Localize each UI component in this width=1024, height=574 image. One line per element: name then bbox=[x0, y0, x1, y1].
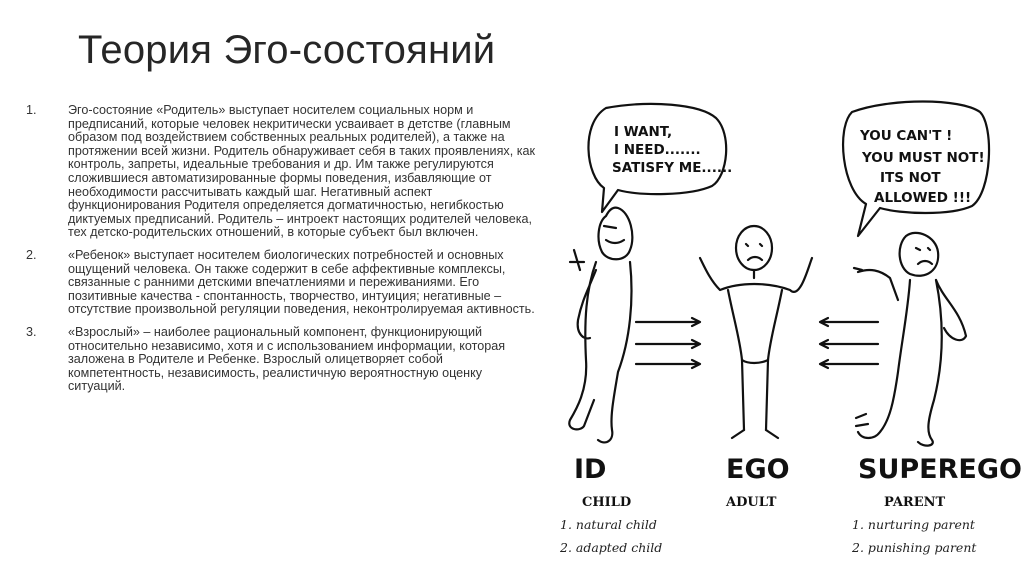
ego-states-illustration bbox=[540, 92, 1024, 574]
child-bubble-line-1: I WANT, bbox=[614, 124, 673, 140]
adult-figure bbox=[700, 226, 812, 438]
parent-bubble-line-3: ITS NOT bbox=[880, 170, 941, 186]
list-item bbox=[26, 326, 540, 394]
child-type-1: 1. natural child bbox=[560, 517, 657, 532]
child-bubble-line-2: I NEED....... bbox=[614, 142, 701, 158]
parent-speech-bubble bbox=[843, 102, 989, 237]
list-item bbox=[26, 104, 540, 240]
label-child: CHILD bbox=[582, 495, 632, 510]
child-type-2: 2. adapted child bbox=[560, 540, 663, 555]
label-adult: ADULT bbox=[726, 495, 777, 510]
label-id: ID bbox=[574, 454, 607, 485]
parent-type-1: 1. nurturing parent bbox=[852, 517, 975, 532]
child-figure bbox=[569, 208, 632, 443]
parent-bubble-line-4: ALLOWED !!! bbox=[874, 190, 972, 206]
list-number: 3. bbox=[26, 324, 37, 339]
parent-bubble-line-2: YOU MUST NOT! bbox=[862, 150, 985, 166]
interaction-arrows bbox=[636, 318, 878, 368]
list-text: «Ребенок» выступает носителем биологических потребностей и основных ощущений человека. Он также содержит в себе аффективные комплексы, связанные с ранними детскими впечатлениями и переживаниями. Его позитивные качества - спонтанность, творчество, интуиция; негативные – отсутствие произвольной регуляции поведения, неконтролируемая активность. bbox=[68, 247, 535, 317]
parent-type-2: 2. punishing parent bbox=[852, 540, 977, 555]
list-number: 1. bbox=[26, 103, 37, 117]
label-ego: EGO bbox=[726, 454, 790, 485]
list-text: «Взрослый» – наиболее рациональный компонент, функционирующий относительно независимо, хотя и с использованием информации, которая заложена в Родителе и Ребенке. Взрослый олицетворяет собой компетентность, независимость, реалистичную вероятностную оценку ситуаций. bbox=[68, 324, 506, 394]
list-item bbox=[26, 249, 540, 317]
ego-states-list bbox=[26, 104, 540, 403]
slide-title: Теория Эго-состояний bbox=[78, 28, 496, 72]
list-text: Эго-состояние «Родитель» выступает носителем социальных норм и предписаний, которые человек некритически усваивает в детстве (главным образом под воздействием собственных реальных родителей), а также на протяжении всей жизни. Родитель обнаруживает себя в таких проявлениях, как контроль, запреты, идеальные требования и др. Им также регулируются сложившиеся автоматизированные формы поведения, избавляющие от необходимости рассчитывать каждый шаг. Негативный аспект функционирования Родителя определяется догматичностью, негибкостью диктуемых предписаний. Родитель – интроект настоящих родителей человека, тех детско-родительских отношений, в которые субъект был включен. bbox=[68, 103, 535, 240]
child-bubble-line-3: SATISFY ME...... bbox=[612, 160, 733, 176]
parent-bubble-line-1: YOU CAN'T ! bbox=[860, 128, 953, 144]
label-parent: PARENT bbox=[884, 495, 946, 510]
label-superego: SUPEREGO bbox=[858, 454, 1022, 485]
list-number: 2. bbox=[26, 247, 37, 262]
parent-figure bbox=[854, 233, 966, 446]
